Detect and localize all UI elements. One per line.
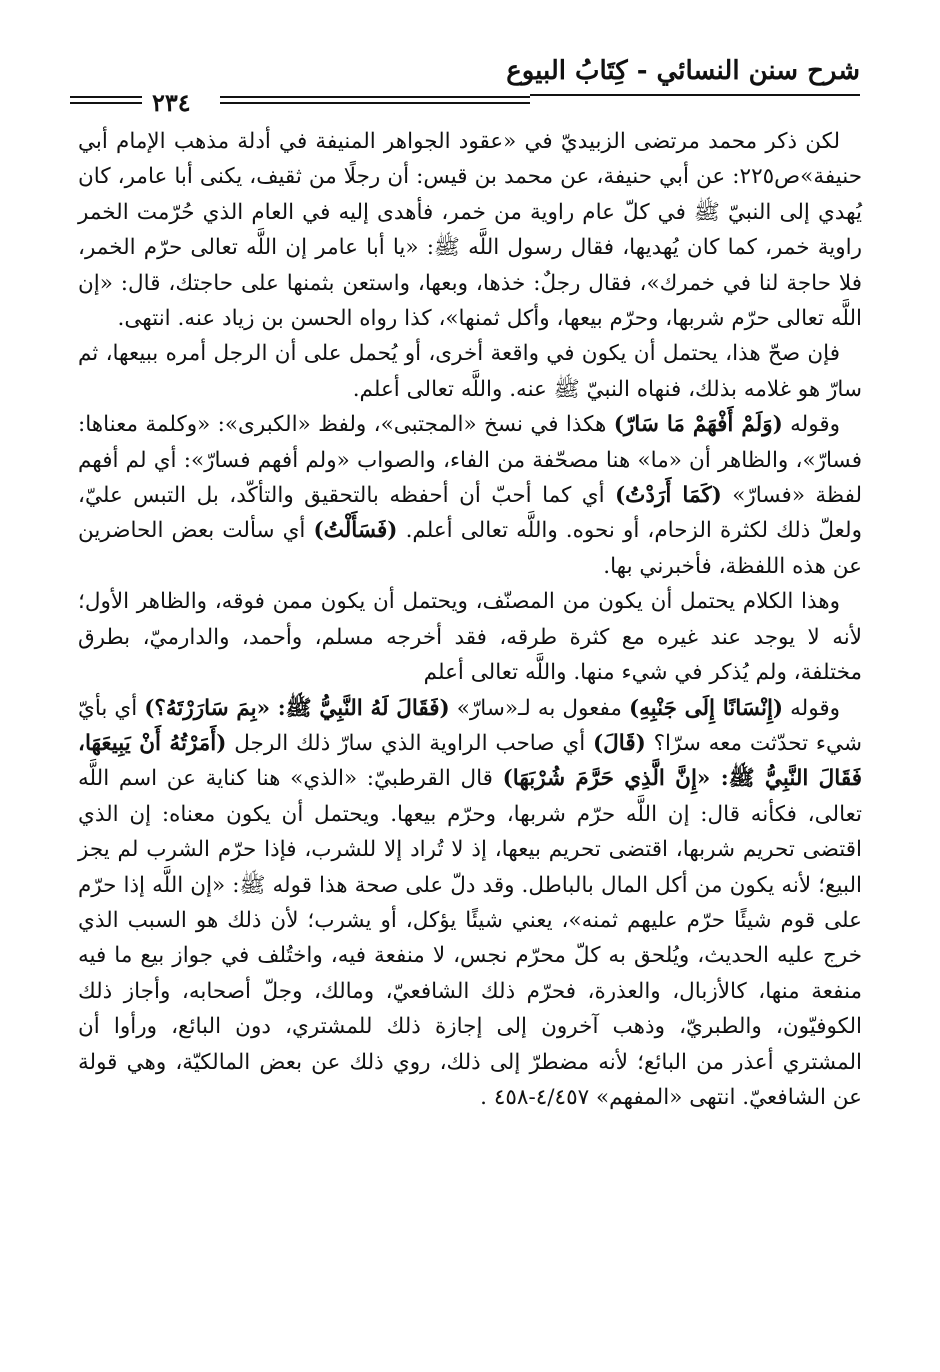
header-double-rule-left — [70, 96, 142, 104]
commentary-text: وهذا الكلام يحتمل أن يكون من المصنّف، ويحتمل أن يكون ممن فوقه، والظاهر الأول؛ لأنه لا يوجد عند غيره مع كثرة طرقه، فقد أخرجه مسلم، وأحمد، والدارميّ، بطرق مختلفة، ولم يُذكر في شيء منها. واللَّه تعالى أعلم — [78, 589, 862, 686]
commentary-text: أي بأيّ شيء تحدّثت معه سرّا؟ — [78, 695, 862, 756]
quoted-hadith-text: (وَلَمْ أَفْهَمْ مَا سَارّ) — [613, 412, 783, 438]
paragraph — [78, 124, 862, 336]
commentary-text: أي سألت بعض الحاضرين عن هذه اللفظة، فأخبرني بها. — [78, 518, 862, 579]
commentary-text: أي كما أحبّ أن أحفظه بالتحقيق والتأكّد، بل التبس عليّ، ولعلّ ذلك لكثرة الزحام، أو نحوه. واللَّه تعالى أعلم. — [78, 483, 862, 544]
body-text — [78, 124, 862, 1115]
commentary-text: وقوله — [782, 412, 840, 438]
commentary-text: فإن صحّ هذا، يحتمل أن يكون في واقعة أخرى، أو يُحمل على أن الرجل أمره ببيعها، ثم سارّ هو غلامه بذلك، فنهاه النبيّ ﷺ عنه. واللَّه تعالى أعلم. — [78, 341, 862, 402]
paragraph — [78, 691, 862, 1116]
commentary-text: وقوله — [783, 695, 840, 721]
quoted-hadith-text: (فَقَالَ لَهُ النَّبِيُّ ﷺ: «بِمَ سَارَرْتَهُ؟) — [144, 695, 450, 721]
commentary-text: قال القرطبيّ: «الذي» هنا كناية عن اسم اللَّه تعالى، فكأنه قال: إن اللَّه حرّم شربها، وحرّم بيعها. ويحتمل أن يكون معناه: إن الذي اقتضى تحريم شربها، اقتضى تحريم بيعها، إذ لا تُراد إلا للشرب، فإذا حرّم الشرب لم يجز البيع؛ لأنه يكون من أكل المال بالباطل. وقد دلّ على صحة هذا قوله ﷺ: «إن اللَّه إذا حرّم على قوم شيئًا حرّم عليهم ثمنه»، يعني شيئًا يؤكل، أو يشرب؛ لأن ذلك هو السبب الذي خرج عليه الحديث، ويُلحق به كلّ محرّم نجس، لا منفعة فيه، واختُلف في جواز بيع ما فيه منفعة منها، كالأزبال، والعذرة، فحرّم ذلك الشافعيّ، ومالك، وجلّ أصحابه، وأجاز ذلك الكوفيّون، والطبريّ، وذهب آخرون إلى إجازة ذلك للمشتري، دون البائع، ورأوا أن المشتري أعذر من البائع؛ لأنه مضطرّ إلى ذلك، روي ذلك عن بعض المالكيّة، وهي قولة عن الشافعيّ. انتهى «المفهم» ٤/٤٥٧-٤٥٨ . — [78, 766, 862, 1110]
quoted-hadith-text: (كَمَا أَرَدْتُ) — [615, 483, 722, 509]
quoted-hadith-text: (إِنْسَانًا إِلَى جَنْبِهِ) — [628, 695, 784, 721]
title-underline — [530, 94, 860, 96]
commentary-text: أي صاحب الراوية الذي سارّ ذلك الرجل — [226, 730, 593, 756]
running-title: شرح سنن النسائي - كِتَابُ البيوع — [506, 56, 860, 86]
paragraph — [78, 407, 862, 584]
commentary-text: هكذا في نسخ «المجتبى»، ولفظ «الكبرى»: «وكلمة معناها: فسارّ»، والظاهر أن «ما» هنا مصحّفة من الفاء، والصواب «ولم أفهم فسارّ»: أي لم أفهم لفظة «فسارّ» — [78, 412, 862, 509]
page-number: ٢٣٤ — [152, 88, 191, 117]
quoted-hadith-text: (قَالَ) — [592, 730, 646, 756]
header-double-rule-middle — [220, 96, 530, 104]
quoted-hadith-text: (أَمَرْتُهُ أَنْ يَبِيعَهَا، فَقَالَ النَّبِيُّ ﷺ: «إِنَّ الَّذِي حَرَّمَ شُرْبَهَا) — [78, 730, 862, 792]
quoted-hadith-text: (فَسَأَلْتُ) — [313, 518, 398, 544]
commentary-text: مفعول به لـ«سارّ» — [449, 695, 629, 721]
paragraph — [78, 336, 862, 407]
page-header — [70, 52, 860, 117]
paragraph — [78, 584, 862, 690]
commentary-text: لكن ذكر محمد مرتضى الزبيديّ في «عقود الجواهر المنيفة في أدلة مذهب الإمام أبي حنيفة»ص٢٢٥: عن أبي حنيفة، عن محمد بن قيس: أن رجلًا من ثقيف، يكنى أبا عامر، كان يُهدي إلى النبيّ ﷺ في كلّ عام راوية من خمر، فأهدى إليه في العام الذي حُرّمت الخمر راوية خمر، كما كان يُهديها، فقال رسول اللَّه ﷺ: «يا أبا عامر إن اللَّه تعالى حرّم الخمر، فلا حاجة لنا في خمرك»، فقال رجلٌ: خذها، وبعها، واستعن بثمنها على حاجتك، قال: «إن اللَّه تعالى حرّم شربها، وحرّم بيعها، وأكل ثمنها»، كذا رواه الحسن بن زياد عنه. انتهى. — [78, 129, 863, 332]
